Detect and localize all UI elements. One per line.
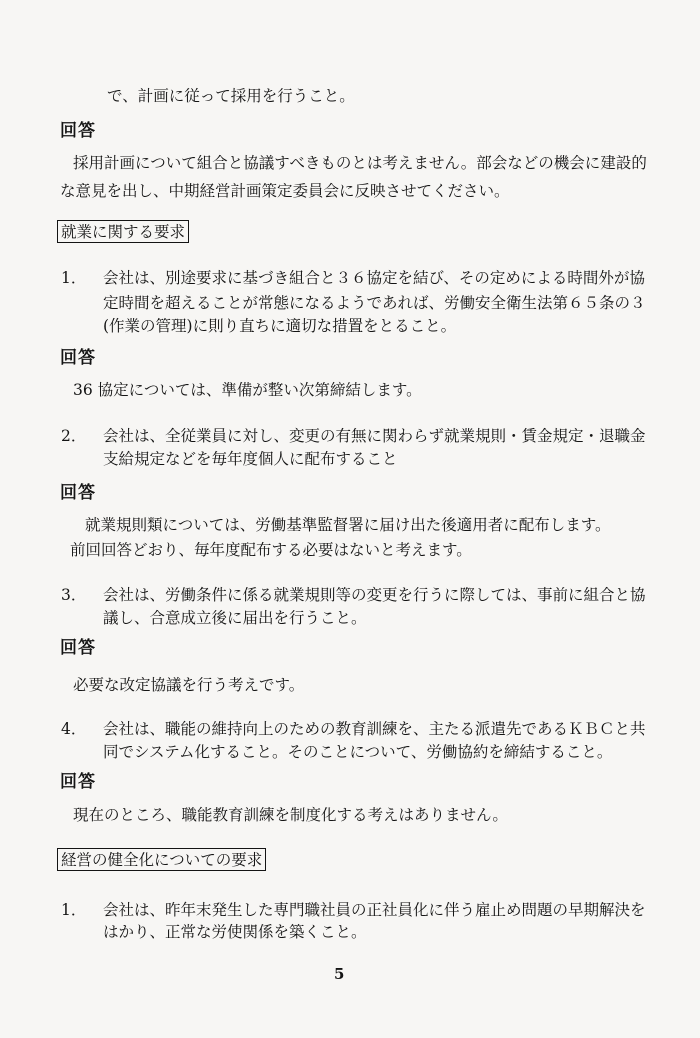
item-text: 会社は、労働条件に係る就業規則等の変更を行うに際しては、事前に組合と協 (103, 586, 646, 604)
answer-text: 前回回答どおり、毎年度配布する必要はないと考えます。 (70, 541, 472, 559)
item-text: はかり、正常な労使関係を築くこと。 (103, 923, 367, 941)
section-heading-management: 経営の健全化についての要求 (57, 848, 266, 871)
item-number: 2． (61, 427, 87, 445)
item-number: 4． (61, 720, 87, 738)
answer-text: 36 協定については、準備が整い次第締結します。 (73, 381, 422, 399)
answer-heading: 回答 (60, 121, 96, 141)
item-text: 会社は、昨年末発生した専門職社員の正社員化に伴う雇止め問題の早期解決を (103, 901, 646, 919)
answer-text: 必要な改定協議を行う考えです。 (73, 676, 305, 694)
item-text: 会社は、全従業員に対し、変更の有無に関わらず就業規則・賃金規定・退職金 (103, 427, 646, 445)
item-text: 会社は、別途要求に基づき組合と３６協定を結び、その定めによる時間外が協 (103, 269, 645, 287)
answer-text: な意見を出し、中期経営計画策定委員会に反映させてください。 (60, 182, 510, 200)
item-number: 3． (61, 586, 87, 604)
answer-heading: 回答 (60, 483, 96, 503)
item-text: 議し、合意成立後に届出を行うこと。 (103, 609, 367, 627)
item-text: (作業の管理)に則り直ちに適切な措置をとること。 (103, 317, 457, 335)
item-text: 定時間を超えることが常態になるようであれば、労働安全衛生法第６５条の３ (103, 294, 646, 312)
section-heading-work: 就業に関する要求 (57, 220, 189, 243)
item-text: 会社は、職能の維持向上のための教育訓練を、主たる派遣先であるＫＢＣと共 (103, 720, 646, 738)
answer-text: 現在のところ、職能教育訓練を制度化する考えはありません。 (73, 806, 508, 824)
answer-heading: 回答 (60, 348, 96, 368)
answer-text: 就業規則類については、労働基準監督署に届け出た後適用者に配布します。 (85, 516, 611, 534)
answer-heading: 回答 (60, 638, 96, 658)
answer-text: 採用計画について組合と協議すべきものとは考えません。部会などの機会に建設的 (73, 154, 647, 172)
item-text: 同でシステム化すること。そのことについて、労働協約を締結すること。 (103, 743, 613, 761)
intro-line: で、計画に従って採用を行うこと。 (107, 87, 355, 105)
item-text: 支給規定などを毎年度個人に配布すること (103, 450, 398, 468)
page-number: 5 (334, 965, 345, 983)
answer-heading: 回答 (60, 772, 96, 792)
item-number: 1． (61, 269, 87, 287)
item-number: 1． (61, 901, 87, 919)
